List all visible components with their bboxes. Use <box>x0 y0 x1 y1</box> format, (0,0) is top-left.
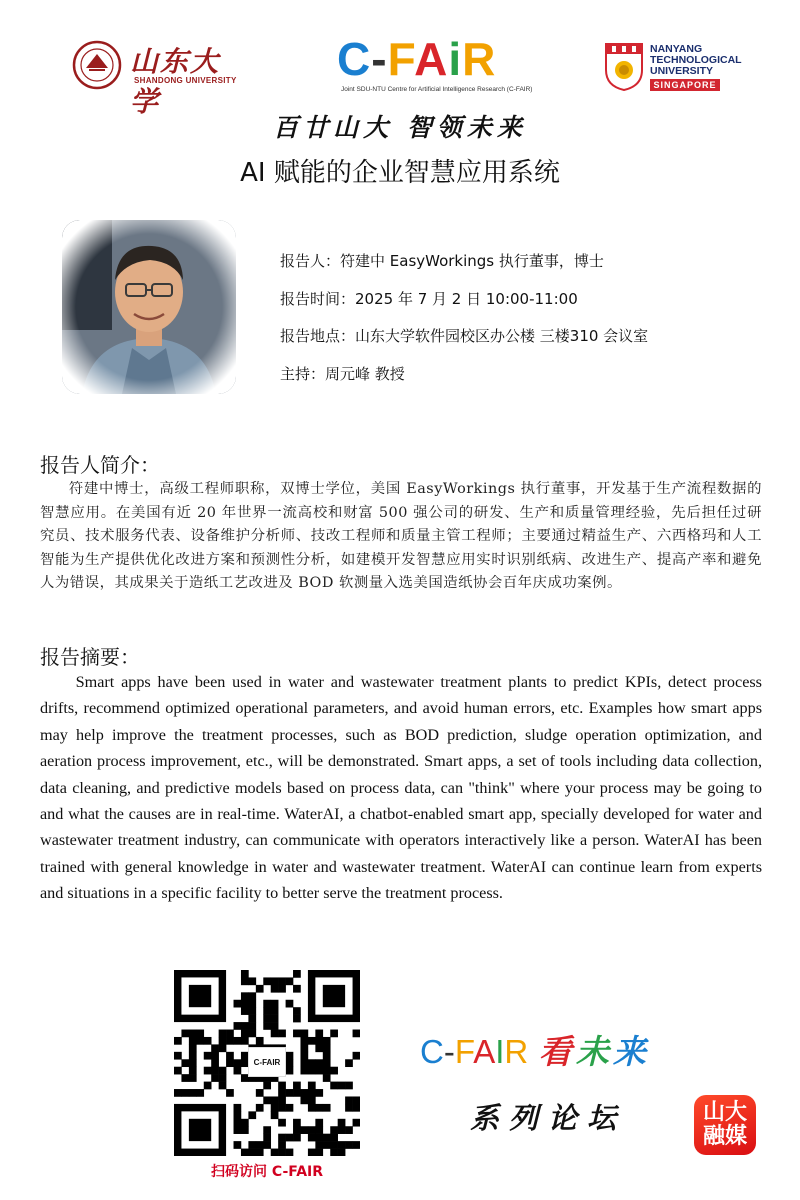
sdu-name-en: SHANDONG UNIVERSITY <box>134 76 237 85</box>
sdu-seal-icon <box>72 40 122 90</box>
forum-label: 系列论坛 <box>470 1101 627 1135</box>
media-badge-line: 山大 <box>702 1100 747 1125</box>
ntu-country-badge: SINGAPORE <box>650 79 720 91</box>
ntu-crest-icon <box>604 42 644 92</box>
venue-line: 报告地点：山东大学软件园校区办公楼 三楼310 会议室 <box>280 327 649 345</box>
ntu-name-line: UNIVERSITY <box>650 65 714 77</box>
qr-caption: 扫码访问 C-FAIR <box>210 1164 324 1180</box>
cfair-letter-a: A <box>414 33 449 85</box>
cfair-letter-c: C <box>337 33 372 85</box>
series-brand-dash: - <box>443 1033 455 1070</box>
cfair-letter-dash: - <box>371 33 388 85</box>
series-brand-c: C <box>420 1033 444 1070</box>
cfair-wordmark <box>337 32 496 86</box>
media-badge-line: 融媒 <box>702 1124 747 1149</box>
ntu-name <box>650 44 742 77</box>
abstract-heading: 报告摘要： <box>40 645 140 669</box>
ntu-logo <box>604 42 764 96</box>
ntu-name-line: TECHNOLOGICAL <box>650 54 742 66</box>
speaker-portrait-icon <box>62 220 236 394</box>
series-brand-r: R <box>504 1033 529 1070</box>
time-line: 报告时间：2025 年 7 月 2 日 10:00-11:00 <box>280 289 578 308</box>
bio-heading: 报告人简介： <box>40 453 160 477</box>
slogan: 百廿山大 智领未来 <box>273 113 527 142</box>
series-title <box>420 1026 650 1073</box>
cfair-letter-f: F <box>387 33 415 85</box>
series-brand <box>420 1033 528 1070</box>
cfair-logo <box>335 33 533 98</box>
host-line: 主持：周元峰 教授 <box>280 364 405 383</box>
cfair-subtitle: Joint SDU-NTU Centre for Artificial Intelligence Research (C-FAIR) <box>341 86 533 93</box>
series-brand-f: F <box>454 1033 474 1070</box>
cfair-letter-r: R <box>462 33 497 85</box>
sdu-name-cn: 山东大学 <box>130 45 221 118</box>
ntu-name-line: NANYANG <box>650 43 703 55</box>
speaker-photo <box>62 220 236 394</box>
qr-center-label: C-FAIR <box>248 1047 286 1077</box>
shandong-university-logo <box>72 40 242 118</box>
speaker-line: 报告人：符建中 EasyWorkings 执行董事，博士 <box>280 252 604 270</box>
series-cn-lai: 来 <box>612 1032 650 1071</box>
bio-text: 符建中博士，高级工程师职称，双博士学位，美国 EasyWorkings 执行董事，开发基于生产流程数据的智慧应用。在美国有近 20 年世界一流高校和财富 500 强公司的研发、生产和质量管理经验，先后担任过研究员、技术服务代表、设备维护分析师、技改工程师和质量主管工程师；主要通过精益生产、六西格玛和人工智能为生产提供优化改进方案和预测性分析，如建模开发智慧应用实时识别纸病、改进生产、提高产率和避免人为错误，其成果关于造纸工艺改进及 BOD 软测量入选美国造纸协会百年庆成功案例。 <box>40 481 762 591</box>
sdu-media-badge <box>694 1095 756 1155</box>
series-brand-i: I <box>495 1033 505 1070</box>
cfair-letter-i: i <box>448 33 463 85</box>
series-brand-a: A <box>473 1033 496 1070</box>
abstract-text: Smart apps have been used in water and wastewater treatment plants to predict KPIs, detect process drifts, recommend optimized operational parameters, and avoid human errors, etc. Examples how smart apps may help improve the treatment processes, such as BOD prediction, sludge operation optimization, and aeration process improvement, etc., will be demonstrated. Smart apps, a set of tools including data collection, data cleaning, and predictive models based on process data, can "think" where your process may be going to and what the causes are in real-time. WaterAI, a chatbot-enabled smart app, specially developed for water and wastewater treatment industry, can communicate with operators interactively like a person. WaterAI has been trained with general knowledge in water and wastewater treatment. WaterAI can continue learn from experts and situations in a specific facility to better serve the treatment process. <box>40 673 762 903</box>
talk-info <box>280 250 648 400</box>
talk-title: AI 赋能的企业智慧应用系统 <box>240 158 560 188</box>
series-cn-kan: 看 <box>538 1032 576 1071</box>
qr-code[interactable] <box>174 970 360 1156</box>
series-cn-wei: 未 <box>575 1032 613 1071</box>
